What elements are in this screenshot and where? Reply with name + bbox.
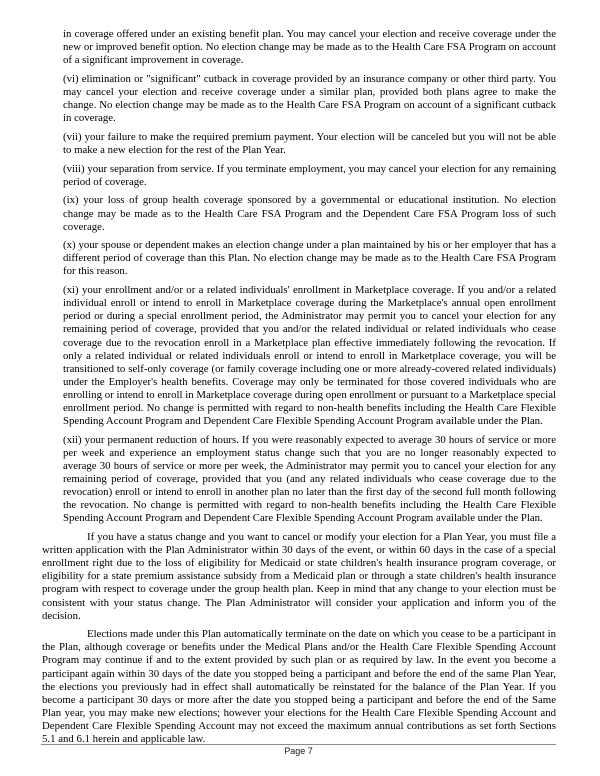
list-item-vi: (vi) elimination or "significant" cutback in coverage provided by an insurance company or other third party. You may cancel your election and receive coverage under a similar plan, provided both plans agree to make the change. No election change may be made as to the Health Care FSA Program on account of a significant cutback in coverage. [63, 72, 556, 125]
footer-divider [41, 744, 556, 745]
list-item-ix: (ix) your loss of group health coverage sponsored by a governmental or educational institution. No election change may be made as to the Health Care FSA Program and the Dependent Care FSA Program loss of such coverage. [63, 194, 556, 233]
list-item-xii: (xii) your permanent reduction of hours. If you were reasonably expected to average 30 hours of service or more per week and experience an employment status change such that you are no longer reasonably expected to average 30 hours of service or more per week, the Administrator may permit you to cancel your election for any remaining period of coverage, provided that you (and any related individuals who cease coverage due to the revocation) enroll or intend to enroll in another plan no later than the first day of the second full month following the revocation. No change is permitted with regard to non-health benefits including the Health Care Flexible Spending Account Program and Dependent Care Flexible Spending Account Program available under the Plan. [63, 433, 556, 525]
list-item-vii: (vii) your failure to make the required premium payment. Your election will be canceled but you will not be able to make a new election for the rest of the Plan Year. [63, 130, 556, 156]
list-item-x: (x) your spouse or dependent makes an election change under a plan maintained by his or her employer that has a different period of coverage than this Plan. No election change may be made as to the Health Care FSA Program for this reason. [63, 239, 556, 278]
footer-page-number: Page 7 [284, 746, 313, 756]
list-item-xi: (xi) your enrollment and/or or a related individuals' enrollment in Marketplace coverage. If you and/or a related individual enroll or intend to enroll in Marketplace coverage during the Marketplace's annual open enrollment period or during a special enrollment period, the Administrator may permit you to cancel your election for any remaining period of coverage, provided that you and/or the related individual or related individuals who cease coverage due to the revocation enroll in a Marketplace plan effective immediately following the revocation. If only a related individual or related individuals enroll or intend to enroll in Marketplace coverage, you will be transitioned to self-only coverage (or family coverage including one or more already-covered related individuals) under the Employer's health benefits. Coverage may only be terminated for those covered individuals who are enrolling or intend to enroll in Marketplace coverage during open enrollment or pursuant to a Marketplace special enrollment period. No change is permitted with regard to non-health benefits including the Health Care Flexible Spending Account Program and Dependent Care Flexible Spending Account Program available under the Plan. [63, 284, 556, 428]
paragraph-termination: Elections made under this Plan automatically terminate on the date on which you cease to be a participant in the Plan, although coverage or benefits under the Medical Plans and/or the Health Care Flexible Spending Account Program may continue if and to the extent provided by such plan or as required by law. In the event you become a participant again within 30 days of the date you stopped being a participant and before the end of the same Plan Year, the elections you previously had in effect shall automatically be reinstated for the balance of the Plan Year. If you become a participant 30 days or more after the date you stopped being a participant and before the end of the Same Plan year, you may make new elections; however your elections for the Health Care Flexible Spending Account and Dependent Care Flexible Spending Account may not exceed the maximum annual contributions as set forth Sections 5.1 and 6.1 herein and applicable law. [42, 628, 556, 746]
paragraph-status-change: If you have a status change and you want to cancel or modify your election for a Plan Year, you must file a written application with the Plan Administrator within 30 days of the event, or within 60 days in the case of a special enrollment right due to the loss of eligibility for Medicaid or state children's health insurance program coverage, or eligibility for a state premium assistance subsidy from a Medicaid plan or through a state children's health insurance program with respect to coverage under the group health plan. Keep in mind that any change to your election must be consistent with your status change. The Plan Administrator will consider your application and inform you of the decision. [42, 531, 556, 622]
paragraph-continuation: in coverage offered under an existing benefit plan. You may cancel your election and receive coverage under the new or improved benefit option. No election change may be made as to the Health Care FSA Program on account of a significant improvement in coverage. [63, 28, 556, 67]
list-item-viii: (viii) your separation from service. If you terminate employment, you may cancel your election for any remaining period of coverage. [63, 162, 556, 188]
document-text-block [42, 28, 556, 752]
